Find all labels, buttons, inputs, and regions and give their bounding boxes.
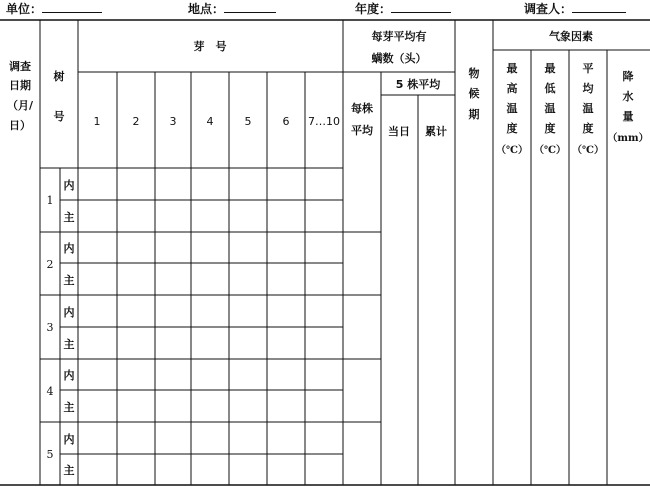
max-temp-line-4: 度	[506, 122, 518, 135]
per-plant-avg-line-1: 每株	[351, 102, 373, 115]
avg-temp-line-2: 均	[582, 82, 594, 95]
year-label: 年度：	[355, 2, 392, 16]
tree-no-header	[54, 69, 65, 123]
min-temp-line-4: 度	[544, 122, 556, 135]
bud-number-4: 4	[206, 115, 214, 128]
phenology-line-1: 物	[468, 67, 480, 80]
phenology-header	[469, 66, 480, 121]
min-temp-unit: （℃）	[534, 145, 566, 156]
per-plant-avg-header	[351, 101, 374, 137]
main-label: 主	[63, 211, 75, 224]
precip-unit: （mm）	[607, 133, 649, 144]
tree-no-line-1: 树	[53, 70, 65, 83]
tree-number: 2	[46, 258, 54, 271]
bud-number-6: 6	[282, 115, 290, 128]
cumulative-header: 累计	[425, 125, 447, 138]
avg-mites-line-2: 螨数（头）	[371, 52, 427, 65]
precip-line-3: 量	[622, 110, 634, 123]
avg-mites-line-1: 每芽平均有	[371, 30, 427, 43]
survey-date-line-2: 日期	[9, 79, 31, 92]
min-temp-header	[534, 61, 566, 156]
tree-number: 4	[46, 385, 54, 398]
max-temp-unit: （℃）	[496, 145, 528, 156]
unit-label: 单位：	[6, 2, 43, 16]
survey-date-line-1: 调查	[9, 60, 31, 73]
per-plant-avg-line-2: 平均	[351, 124, 373, 137]
min-temp-line-2: 低	[544, 82, 556, 95]
inner-label: 内	[63, 179, 75, 192]
bud-number-3: 3	[169, 115, 177, 128]
max-temp-line-1: 最	[506, 62, 518, 75]
tree-number: 3	[46, 321, 54, 334]
survey-date-line-4: 日）	[9, 119, 31, 132]
avg-temp-line-1: 平	[582, 62, 594, 75]
location-label: 地点：	[188, 2, 225, 16]
inner-label: 内	[63, 433, 75, 446]
bud-no-header: 芽 号	[193, 40, 227, 53]
max-temp-line-3: 温	[506, 102, 518, 115]
precip-line-2: 水	[622, 90, 634, 103]
main-label: 主	[63, 464, 75, 477]
avg-temp-line-3: 温	[582, 102, 594, 115]
tree-number: 1	[46, 194, 54, 207]
avg-temp-line-4: 度	[582, 122, 594, 135]
bud-number-row	[94, 115, 341, 128]
tree-no-line-2: 号	[53, 110, 65, 123]
inner-label: 内	[63, 369, 75, 382]
main-label: 主	[63, 338, 75, 351]
survey-date-line-3: （月/	[6, 99, 34, 112]
avg-temp-header	[572, 61, 604, 156]
max-temp-line-2: 高	[506, 82, 518, 95]
main-label: 主	[63, 401, 75, 414]
survey-date-header	[7, 59, 34, 132]
inner-label: 内	[63, 242, 75, 255]
avg-temp-unit: （℃）	[572, 145, 604, 156]
five-plant-avg-header: 5 株平均	[395, 78, 441, 91]
precip-line-1: 降	[622, 70, 634, 83]
bud-number-2: 2	[132, 115, 140, 128]
tree-number: 5	[46, 448, 54, 461]
phenology-line-3: 期	[468, 108, 480, 121]
bud-number-1: 1	[93, 115, 101, 128]
main-label: 主	[63, 274, 75, 287]
weather-header: 气象因素	[549, 30, 593, 43]
precip-header	[607, 69, 648, 144]
surveyor-label: 调查人：	[524, 2, 573, 16]
phenology-line-2: 候	[468, 87, 480, 100]
min-temp-line-1: 最	[544, 62, 556, 75]
max-temp-header	[496, 61, 528, 156]
bud-number-7-10: 7…10	[308, 115, 340, 128]
bud-number-5: 5	[244, 115, 252, 128]
avg-mites-header	[372, 29, 427, 65]
min-temp-line-3: 温	[544, 102, 556, 115]
same-day-header: 当日	[388, 125, 410, 138]
inner-label: 内	[63, 306, 75, 319]
